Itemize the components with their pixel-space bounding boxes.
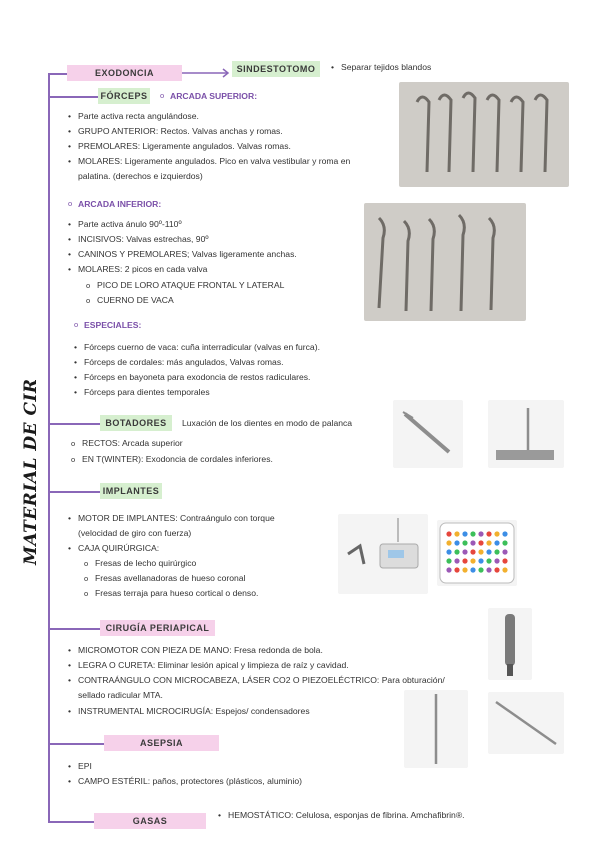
- especiales-item-3: • Fórceps en bayoneta para exodoncia de restos radiculares.: [84, 372, 310, 383]
- especiales-heading: o ESPECIALES:: [84, 320, 141, 330]
- periapical-item-3: • CONTRAÁNGULO CON MICROCABEZA, LÁSER CO2 O PIEZOELÉCTRICO: Para obturación/: [78, 675, 445, 686]
- forceps-tag: FÓRCEPS: [98, 88, 150, 104]
- arcada-inferior-heading: o ARCADA INFERIOR:: [78, 199, 161, 209]
- especiales-item-2: • Fórceps de cordales: más angulados, Valvas romas.: [84, 357, 284, 368]
- caja-sub-2: o Fresas avellanadoras de hueso coronal: [95, 573, 245, 584]
- condensador-photo: [488, 692, 564, 754]
- periapical-item-3-cont: sellado radicular MTA.: [78, 690, 163, 700]
- sindestotomo-note: • Separar tejidos blandos: [341, 62, 431, 73]
- espejo-photo: [404, 690, 468, 768]
- exodoncia-tag: EXODONCIA: [67, 65, 182, 81]
- especiales-item-4: • Fórceps para dientes temporales: [84, 387, 210, 398]
- botadores-item-1: o RECTOS: Arcada superior: [82, 438, 183, 449]
- implantes-item-1: • MOTOR DE IMPLANTES: Contraángulo con torque: [78, 513, 275, 524]
- arrow-right-icon: [182, 67, 232, 79]
- molares-sub-1: o PICO DE LORO ATAQUE FRONTAL Y LATERAL: [97, 280, 284, 291]
- especiales-item-1: • Fórceps cuerno de vaca: cuña interradicular (valvas en furca).: [84, 342, 320, 353]
- botadores-note: Luxación de los dientes en modo de palanca: [182, 418, 353, 428]
- botador-winter-photo: [488, 400, 564, 468]
- botadores-tag: BOTADORES: [100, 415, 172, 431]
- forceps-superior-photo: [399, 82, 569, 187]
- superior-item-4-cont: palatina. (derechos e izquierdos): [78, 171, 203, 181]
- inferior-item-4: • MOLARES: 2 picos en cada valva: [78, 264, 207, 275]
- main-connector-line: [48, 74, 50, 822]
- arcada-superior-heading: o ARCADA SUPERIOR:: [170, 91, 257, 101]
- superior-item-2: • GRUPO ANTERIOR: Rectos. Valvas anchas y romas.: [78, 126, 283, 137]
- superior-item-4: • MOLARES: Ligeramente angulados. Pico en valva vestibular y roma en: [78, 156, 350, 167]
- periapical-item-4: • INSTRUMENTAL MICROCIRUGÍA: Espejos/ condensadores: [78, 706, 310, 717]
- connector-gasas: [48, 821, 94, 823]
- botadores-item-2: o EN T(WINTER): Exodoncia de cordales inferiores.: [82, 454, 273, 465]
- periapical-item-1: • MICROMOTOR CON PIEZA DE MANO: Fresa redonda de bola.: [78, 645, 323, 656]
- caja-sub-1: o Fresas de lecho quirúrgico: [95, 558, 196, 569]
- asepsia-item-1: • EPI: [78, 761, 92, 772]
- implantes-item-2: • CAJA QUIRÚRGICA:: [78, 543, 159, 554]
- motor-implantes-photo: [338, 514, 428, 594]
- asepsia-tag: ASEPSIA: [104, 735, 219, 751]
- caja-sub-3: o Fresas terraja para hueso cortical o denso.: [95, 588, 258, 599]
- sidebar-title: [0, 380, 60, 580]
- forceps-inferior-photo: [364, 203, 526, 321]
- micromotor-photo: [488, 608, 532, 680]
- inferior-item-2: • INCISIVOS: Valvas estrechas, 90º: [78, 234, 209, 245]
- implantes-item-1-cont: (velocidad de giro con fuerza): [78, 528, 192, 538]
- periapical-item-2: • LEGRA O CURETA: Eliminar lesión apical y limpieza de raíz y cavidad.: [78, 660, 349, 671]
- connector-forceps: [48, 96, 100, 98]
- inferior-item-1: • Parte activa ánulo 90º-110º: [78, 219, 182, 230]
- connector-exodoncia: [48, 73, 68, 75]
- gasas-tag: GASAS: [94, 813, 206, 829]
- implantes-tag: IMPLANTES: [100, 483, 162, 499]
- caja-quirurgica-photo: [437, 520, 517, 586]
- connector-asepsia: [48, 743, 104, 745]
- gasas-note: • HEMOSTÁTICO: Celulosa, esponjas de fibrina. Amchafibrin®.: [228, 810, 465, 821]
- superior-item-3: • PREMOLARES: Ligeramente angulados. Valvas romas.: [78, 141, 291, 152]
- molares-sub-2: o CUERNO DE VACA: [97, 295, 174, 306]
- superior-item-1: • Parte activa recta angulándose.: [78, 111, 199, 122]
- asepsia-item-2: • CAMPO ESTÉRIL: paños, protectores (plásticos, aluminio): [78, 776, 302, 787]
- connector-implantes: [48, 491, 100, 493]
- connector-botadores: [48, 423, 100, 425]
- connector-periapical: [48, 628, 100, 630]
- sindestotomo-tag: SINDESTOTOMO: [232, 61, 320, 77]
- periapical-tag: CIRUGÍA PERIAPICAL: [100, 620, 215, 636]
- inferior-item-3: • CANINOS Y PREMOLARES; Valvas ligeramente anchas.: [78, 249, 297, 260]
- botador-recto-photo: [393, 400, 463, 468]
- svg-text:MATERIAL DE CIRUGÍA: MATERIAL DE CIRUGÍA: [21, 380, 41, 565]
